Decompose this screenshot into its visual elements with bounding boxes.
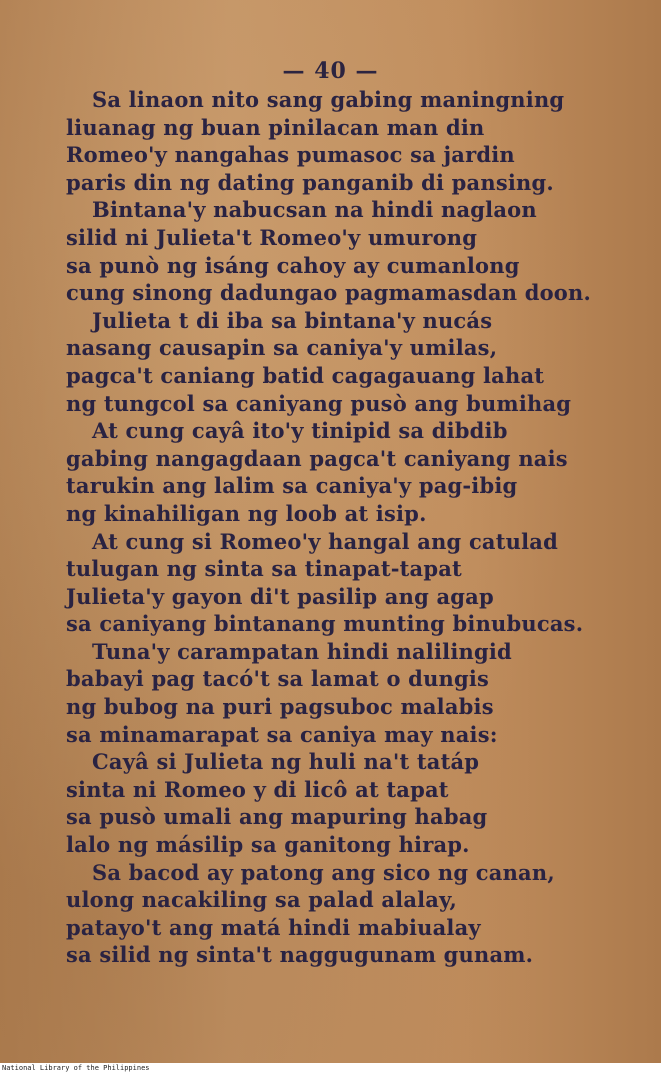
poem-line: Cayâ si Julieta ng huli na't tatáp [92, 749, 480, 775]
poem-line: Romeo'y nangahas pumasoc sa jardin [66, 142, 515, 168]
poem-line: ulong nacakiling sa palad alalay, [66, 887, 458, 913]
poem-line: sa silid ng sinta't naggugunam gunam. [66, 942, 534, 968]
poem-line: tarukin ang lalim sa caniya'y pag-ibig [66, 473, 518, 499]
poem-line: sinta ni Romeo y di licô at tapat [66, 776, 449, 802]
poem-line: Julieta t di iba sa bintana'y nucás [92, 307, 493, 333]
poem-line: patayo't ang matá hindi mabiualay [66, 914, 481, 940]
poem-line: At cung si Romeo'y hangal ang catulad [92, 528, 558, 554]
poem-line: Sa bacod ay patong ang sico ng canan, [92, 859, 555, 885]
poem-line: sa punò ng isáng cahoy ay cumanlong [66, 252, 520, 278]
poem-line: Julieta'y gayon di't pasilip ang agap [66, 583, 494, 609]
poem-line: Tuna'y carampatan hindi nalilingid [92, 638, 512, 664]
poem-line: Bintana'y nabucsan na hindi naglaon [92, 197, 537, 223]
poem-line: ng tungcol sa caniyang pusò ang bumihag [66, 390, 572, 416]
poem-line: tulugan ng sinta sa tinapat-tapat [66, 556, 462, 582]
poem-line: cung sinong dadungao pagmamasdan doon. [66, 280, 591, 306]
poem-line: pagca't caniang batid cagagauang lahat [66, 362, 545, 388]
poem-line: Sa linaon nito sang gabing maningning [92, 87, 565, 112]
poem-text [66, 86, 626, 969]
poem-line: lalo ng másilip sa ganitong hirap. [66, 832, 470, 858]
poem-line: silid ni Julieta't Romeo'y umurong [66, 224, 478, 250]
poem-line: sa pusò umali ang mapuring habag [66, 804, 488, 830]
page-number: — 40 — [282, 58, 379, 84]
poem-line: gabing nangagdaan pagca't caniyang nais [66, 445, 568, 471]
library-credit: National Library of the Philippines [0, 1063, 661, 1073]
poem-line: sa caniyang bintanang munting binubucas. [66, 611, 584, 637]
poem-line: At cung cayâ ito'y tinipid sa dibdib [92, 418, 508, 444]
poem-line: liuanag ng buan pinilacan man din [66, 114, 485, 140]
poem-line: ng bubog na puri pagsuboc malabis [66, 694, 494, 720]
poem-line: nasang causapin sa caniya'y umilas, [66, 335, 498, 361]
poem-line: babayi pag tacó't sa lamat o dungis [66, 666, 490, 692]
poem-line: sa minamarapat sa caniya may nais: [66, 721, 498, 747]
poem-line: paris din ng dating panganib di pansing. [66, 169, 554, 195]
poem-line: ng kinahiligan ng loob at isip. [66, 500, 427, 526]
